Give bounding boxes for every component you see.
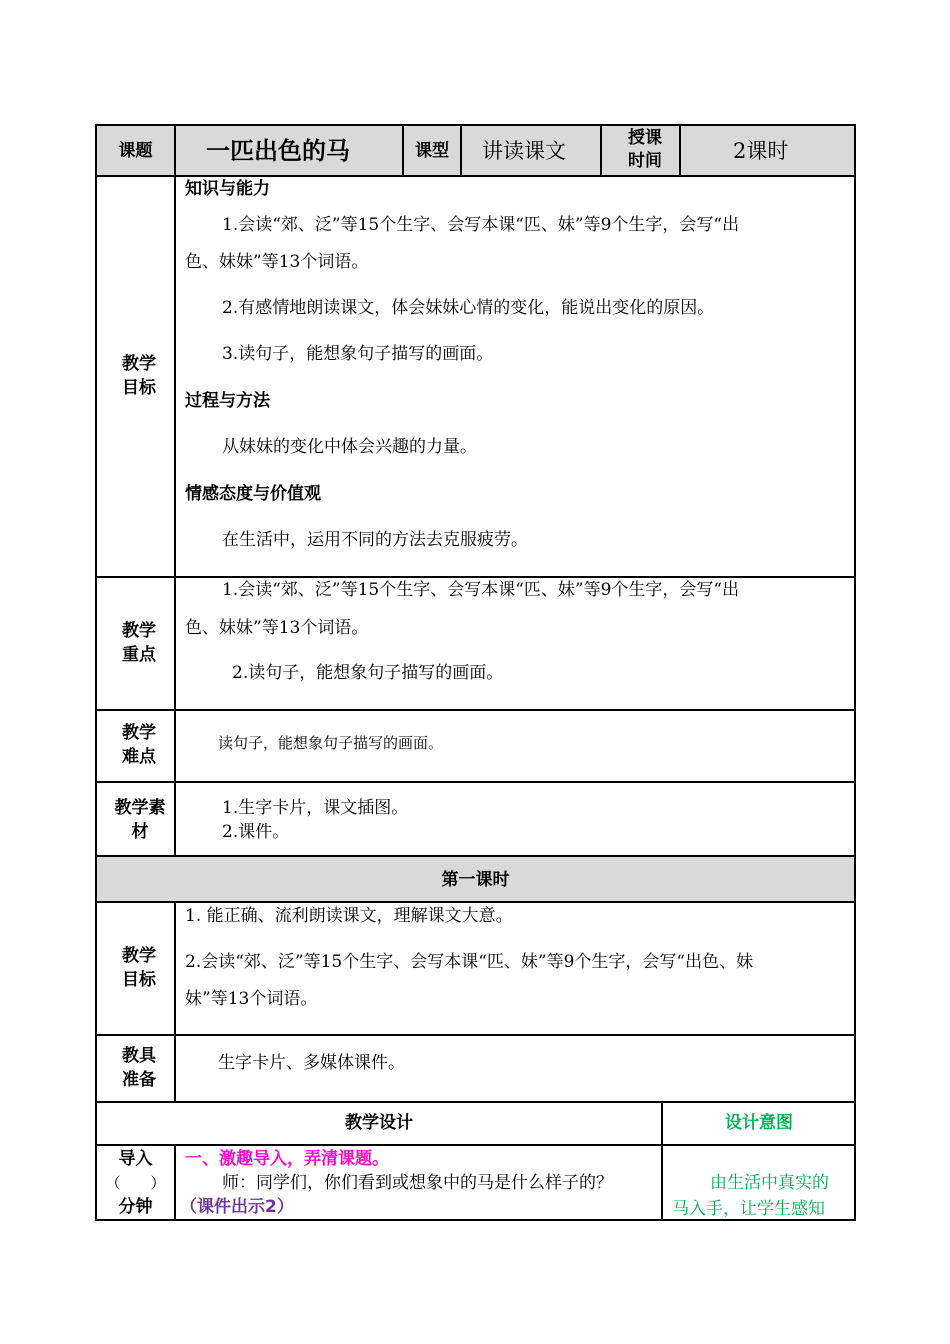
difficulties-text: 读句子，能想象句子描写的画面。 (218, 734, 444, 752)
intent-line-1: 由生活中真实的 (710, 1173, 829, 1193)
table-border (679, 124, 681, 177)
table-border (174, 1144, 176, 1221)
tools-label: 教具准备 (122, 1046, 156, 1090)
key-point-2: 2.读句子，能想象句子描写的画面。 (232, 663, 504, 683)
emotion-heading: 情感态度与价值观 (185, 484, 321, 504)
table-border (174, 901, 176, 1103)
emotion-text: 在生活中，运用不同的方法去克服疲劳。 (222, 530, 528, 550)
table-border (95, 1144, 856, 1146)
key-point-1-cont: 色、妹妹”等13个词语。 (185, 618, 369, 638)
intro-minutes-blank: （ ） (105, 1174, 166, 1192)
intent-heading: 设计意图 (725, 1113, 793, 1133)
intro-label: 导入 (118, 1149, 153, 1169)
materials-label: 教学素材 (114, 798, 166, 842)
table-border (460, 124, 462, 177)
intent-line-2: 马入手，让学生感知 (672, 1199, 825, 1219)
first-lesson-goal-2: 2.会读“郊、泛”等15个生字、会写本课“匹、妹”等9个生字，会写“出色、妹 (185, 952, 754, 972)
key-points-label: 教学重点 (122, 621, 156, 665)
courseware-note: （课件出示2） (180, 1197, 294, 1217)
tools-text: 生字卡片、多媒体课件。 (218, 1053, 405, 1073)
table-border (95, 1034, 856, 1036)
lesson-title: 一匹出色的马 (206, 137, 350, 165)
first-lesson-title: 第一课时 (441, 870, 510, 890)
material-1: 1.生字卡片，课文插图。 (222, 798, 409, 818)
design-heading: 教学设计 (345, 1113, 413, 1133)
goals-label: 教学目标 (122, 354, 156, 398)
first-lesson-goal-2-cont: 妹”等13个词语。 (185, 989, 318, 1009)
process-heading: 过程与方法 (185, 391, 270, 411)
process-text: 从妹妹的变化中体会兴趣的力量。 (222, 437, 477, 457)
table-border (95, 124, 97, 1221)
knowledge-item-3: 3.读句子，能想象句子描写的画面。 (222, 344, 494, 364)
table-border (95, 901, 856, 903)
key-point-1: 1.会读“郊、泛”等15个生字、会写本课“匹、妹”等9个生字，会写“出 (222, 580, 740, 600)
knowledge-item-1-cont: 色、妹妹”等13个词语。 (185, 252, 369, 272)
step-title: 一、激趣导入，弄清课题。 (185, 1149, 389, 1169)
material-2: 2.课件。 (222, 822, 290, 842)
time-value: 2课时 (733, 139, 789, 163)
knowledge-item-2: 2.有感情地朗读课文，体会妹妹心情的变化，能说出变化的原因。 (222, 298, 715, 318)
type-label: 课型 (415, 141, 449, 161)
type-value: 讲读课文 (482, 139, 566, 163)
topic-label: 课题 (118, 141, 153, 161)
table-border (95, 709, 856, 711)
time-label: 授课时间 (628, 128, 662, 171)
table-border (854, 124, 856, 1221)
table-border (174, 124, 176, 857)
first-lesson-goals-label: 教学目标 (122, 946, 156, 990)
knowledge-heading: 知识与能力 (185, 179, 270, 199)
table-border (95, 855, 856, 857)
difficulties-label: 教学难点 (122, 723, 156, 767)
table-border (95, 124, 856, 126)
knowledge-item-1: 1.会读“郊、泛”等15个生字、会写本课“匹、妹”等9个生字，会写“出 (222, 215, 740, 235)
first-lesson-goal-1: 1. 能正确、流利朗读课文，理解课文大意。 (185, 906, 513, 926)
table-border (95, 1101, 856, 1103)
table-border (600, 124, 602, 177)
table-border (95, 781, 856, 783)
teacher-line: 师：同学们，你们看到或想象中的马是什么样子的？ (222, 1173, 613, 1193)
intro-minutes-label: 分钟 (118, 1197, 153, 1217)
